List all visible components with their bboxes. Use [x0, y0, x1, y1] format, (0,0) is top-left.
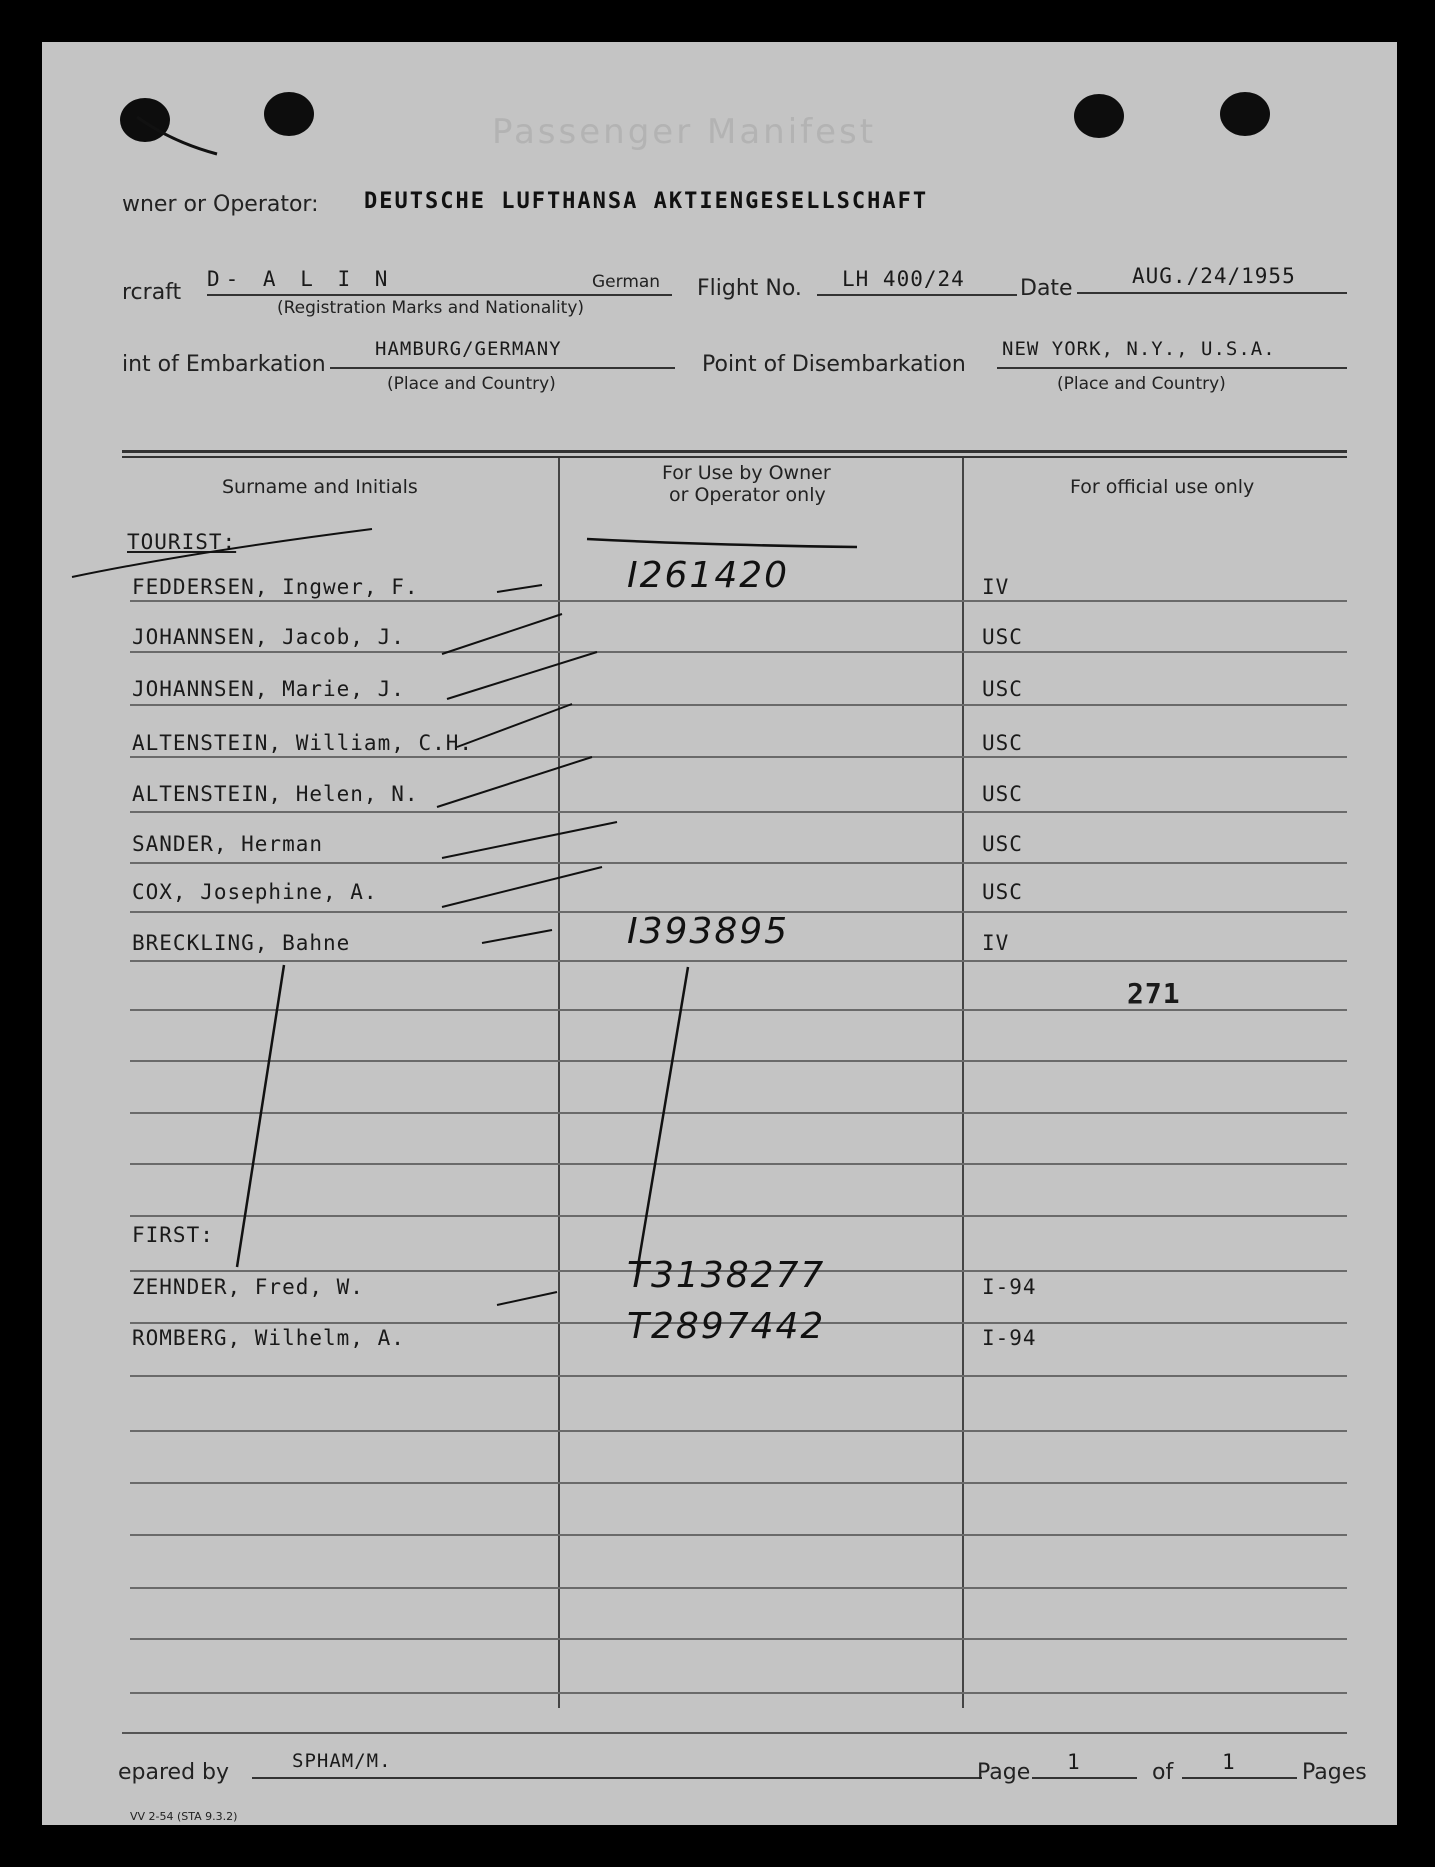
pages-label: Pages [1302, 1760, 1367, 1785]
flight-label: Flight No. [697, 276, 802, 301]
passenger-name: FEDDERSEN, Ingwer, F. [132, 575, 419, 599]
official-code: USC [982, 677, 1023, 701]
of-underline [1182, 1777, 1297, 1779]
passenger-name: FIRST: [132, 1223, 214, 1247]
official-code: USC [982, 625, 1023, 649]
aircraft-label: rcraft [122, 280, 182, 305]
official-code: IV [982, 931, 1010, 955]
passenger-name: JOHANNSEN, Jacob, J. [132, 625, 405, 649]
disembark-caption: (Place and Country) [1057, 374, 1226, 394]
owner-value: DEUTSCHE LUFTHANSA AKTIENGESELLSCHAFT [364, 189, 929, 214]
passenger-name: TOURIST: [127, 530, 237, 554]
passenger-name: JOHANNSEN, Marie, J. [132, 677, 405, 701]
form-code: VV 2-54 (STA 9.3.2) [130, 1810, 238, 1823]
owner-ref-number: I261420 [627, 555, 790, 596]
owner-ref-number: T3138277 [627, 1255, 826, 1296]
passenger-name: BRECKLING, Bahne [132, 931, 351, 955]
date-value: AUG./24/1955 [1132, 264, 1296, 288]
col-header-names: Surname and Initials [222, 476, 418, 498]
passenger-name: ALTENSTEIN, Helen, N. [132, 782, 419, 806]
prepared-label: epared by [118, 1760, 230, 1785]
prepared-value: SPHAM/M. [292, 1750, 392, 1772]
page-value: 1 [1067, 1750, 1081, 1774]
of-label: of [1152, 1760, 1174, 1785]
passenger-name: SANDER, Herman [132, 832, 324, 856]
official-code: 271 [1127, 977, 1181, 1010]
disembark-value: NEW YORK, N.Y., U.S.A. [1002, 338, 1276, 360]
official-code: USC [982, 832, 1023, 856]
official-code: USC [982, 880, 1023, 904]
table-bottom-rule [122, 1732, 1347, 1734]
prepared-underline [252, 1777, 982, 1779]
page-underline [1032, 1777, 1137, 1779]
owner-ref-number: T2897442 [627, 1306, 826, 1347]
passenger-name: ALTENSTEIN, William, C.H. [132, 731, 474, 755]
manifest-sheet [42, 42, 1397, 1825]
aircraft-nationality: German [592, 272, 661, 292]
official-code: IV [982, 575, 1010, 599]
col-header-official: For official use only [1070, 476, 1255, 498]
passenger-name: ROMBERG, Wilhelm, A. [132, 1326, 405, 1350]
embark-label: int of Embarkation [122, 352, 326, 377]
official-code: I-94 [982, 1275, 1037, 1299]
col-header-owner: For Use by Owner [662, 462, 831, 484]
flight-value: LH 400/24 [842, 267, 965, 291]
passenger-name: COX, Josephine, A. [132, 880, 378, 904]
disembark-label: Point of Disembarkation [702, 352, 966, 377]
faint-title: Passenger Manifest [492, 112, 877, 152]
owner-label: wner or Operator: [122, 192, 319, 217]
of-value: 1 [1222, 1750, 1236, 1774]
owner-ref-number: I393895 [627, 911, 790, 952]
passenger-name: ZEHNDER, Fred, W. [132, 1275, 364, 1299]
date-label: Date [1020, 276, 1073, 301]
handwritten-marks [42, 42, 1397, 1825]
embark-caption: (Place and Country) [387, 374, 556, 394]
aircraft-caption: (Registration Marks and Nationality) [277, 298, 585, 318]
embark-value: HAMBURG/GERMANY [375, 338, 562, 360]
official-code: USC [982, 782, 1023, 806]
official-code: I-94 [982, 1326, 1037, 1350]
aircraft-value: D- A L I N [207, 267, 394, 291]
page-label: Page [977, 1760, 1031, 1785]
col-header-owner: or Operator only [669, 484, 826, 506]
official-code: USC [982, 731, 1023, 755]
